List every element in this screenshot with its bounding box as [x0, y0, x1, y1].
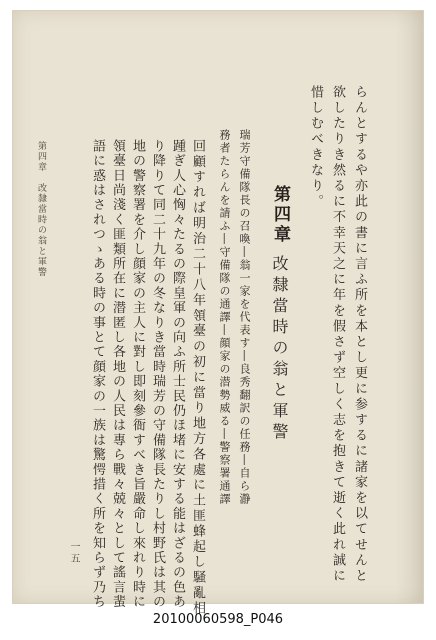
- body-line-2: 踵ぎ人心恟々たるの際皇軍の向ふ所士民仍ほ堵に安する能はざるの色あ: [170, 139, 185, 610]
- page-number: 一五: [68, 541, 79, 565]
- body-line-1: 回顧すれば明治二十八年領臺の初に當り地方各處に土匪蜂起し騒亂相: [190, 139, 205, 617]
- chapter-summary-line-1: 瑞芳守備隊長の召喚―翁一家を代表す―良秀翻訳の任務―自ら瀞: [238, 129, 251, 506]
- chapter-summary-line-2: 務者たらんを請ふ―守備隊の通譯―顔家の潜勢威る―警察署通譯: [218, 129, 231, 506]
- chapter-title: 改隸當時の翁と軍警: [270, 255, 289, 444]
- top-paragraph-line-2: 欲したりき然るに不幸天之に年を假さず空しく志を抱きて逝く此れ誠に: [330, 85, 345, 585]
- body-line-3: り降りて同二十九年の冬なりき當時瑞芳の守備隊長たりし村野氏は其の: [150, 139, 165, 610]
- body-line-5: 領臺日尚淺く匪類所在に潜匿し各地の人民は專ら戰々兢々として謠言蜚: [110, 139, 125, 610]
- page-fold-shadow: [395, 11, 423, 603]
- book-page: [12, 10, 424, 617]
- body-line-4: 地の警察署を介し顔家の主人に對し即刻參衙すべき旨嚴命し來れり時に: [130, 139, 145, 610]
- top-paragraph-line-3: 惜しむべきなり。: [308, 85, 323, 210]
- body-line-6: 語に惑はされつゝある時の事とて顔家の一族は驚愕措く所を知らず乃ち: [90, 139, 105, 610]
- running-header: 第四章 改隸當時の翁と軍警: [36, 141, 46, 278]
- chapter-number: 第四章: [270, 185, 290, 245]
- image-caption: 20100060598_P046: [152, 612, 284, 627]
- top-paragraph-line-1: らんとするや亦此の書に言ふ所を本とし更に参するに諸家を以てせんと: [352, 85, 367, 585]
